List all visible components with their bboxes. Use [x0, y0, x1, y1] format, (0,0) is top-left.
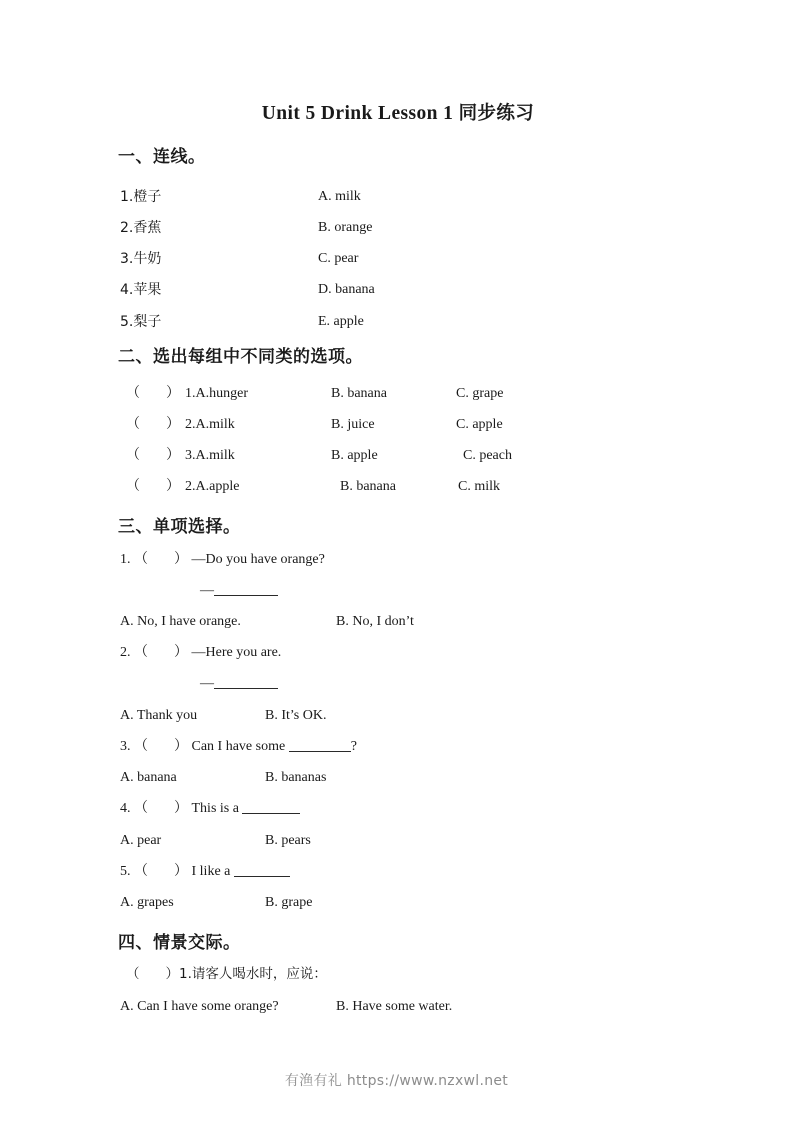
- section-heading-situational: 四、情景交际。: [118, 933, 241, 953]
- odd-one-out-option-c-2[interactable]: C. apple: [456, 417, 503, 432]
- situational-question-1-prompt: 1.请客人喝水时，应说：: [179, 966, 327, 982]
- mc-question-1-option-a[interactable]: A. No, I have orange.: [120, 614, 241, 629]
- paren-open: （: [126, 966, 140, 982]
- answer-dash: —: [200, 676, 214, 691]
- mc-question-4-number: 4.: [120, 801, 131, 816]
- paren-open: （: [134, 645, 148, 660]
- odd-one-out-option-b-2[interactable]: B. juice: [331, 417, 375, 432]
- matching-right-item-1: A. milk: [318, 189, 361, 204]
- answer-blank[interactable]: [289, 751, 351, 752]
- matching-right-item-5: E. apple: [318, 314, 364, 329]
- mc-question-1-answer-line[interactable]: [200, 584, 278, 598]
- odd-one-out-option-b-4[interactable]: B. banana: [340, 479, 396, 494]
- odd-one-out-option-c-3[interactable]: C. peach: [463, 448, 512, 463]
- answer-dash: —: [200, 583, 214, 598]
- odd-one-out-option-a-2[interactable]: 2.A.milk: [185, 417, 235, 432]
- mc-question-5-prompt-before: I like a: [191, 864, 234, 879]
- answer-blank[interactable]: [214, 595, 278, 596]
- answer-blank[interactable]: [214, 688, 278, 689]
- paren-open: （: [126, 448, 140, 463]
- matching-right-item-3: C. pear: [318, 251, 359, 266]
- situational-question-1-option-b[interactable]: B. Have some water.: [336, 999, 453, 1014]
- section-heading-matching: 一、连线。: [118, 147, 206, 167]
- mc-question-2-number: 2.: [120, 645, 131, 660]
- mc-question-2-stem[interactable]: [120, 646, 281, 660]
- situational-question-1-option-a[interactable]: A. Can I have some orange?: [120, 999, 279, 1014]
- odd-one-out-checkbox-3[interactable]: [126, 449, 180, 463]
- matching-left-item-4: 4.苹果: [120, 282, 162, 298]
- mc-question-1-prompt: —Do you have orange?: [191, 552, 325, 567]
- odd-one-out-checkbox-1[interactable]: [126, 387, 180, 401]
- paren-close: ）: [166, 417, 180, 432]
- paren-close: ）: [174, 645, 188, 660]
- mc-question-4-stem[interactable]: [120, 802, 300, 816]
- section-heading-odd-one-out: 二、选出每组中不同类的选项。: [118, 347, 363, 367]
- odd-one-out-option-c-4[interactable]: C. milk: [458, 479, 501, 494]
- matching-left-item-3: 3.牛奶: [120, 251, 162, 267]
- matching-right-item-2: B. orange: [318, 220, 373, 235]
- odd-one-out-checkbox-4[interactable]: [126, 480, 180, 494]
- odd-one-out-option-a-4[interactable]: 2.A.apple: [185, 479, 240, 494]
- paren-close: ）: [174, 864, 188, 879]
- mc-question-3-number: 3.: [120, 739, 131, 754]
- matching-left-item-5: 5.梨子: [120, 314, 162, 330]
- footer-watermark: 有渔有礼 https://www.nzxwl.net: [284, 1073, 509, 1089]
- mc-question-1-option-b[interactable]: B. No, I don’t: [336, 614, 414, 629]
- matching-left-item-2: 2.香蕉: [120, 220, 162, 236]
- mc-question-5-stem[interactable]: [120, 865, 290, 879]
- mc-question-4-prompt-before: This is a: [191, 801, 243, 816]
- paren-close: ）: [174, 552, 188, 567]
- paren-open: （: [134, 739, 148, 754]
- mc-question-4-option-a[interactable]: A. pear: [120, 833, 162, 848]
- situational-question-1-stem[interactable]: [126, 968, 327, 982]
- odd-one-out-option-a-1[interactable]: 1.A.hunger: [185, 386, 248, 401]
- odd-one-out-option-b-3[interactable]: B. apple: [331, 448, 378, 463]
- answer-blank[interactable]: [234, 876, 290, 877]
- paren-open: （: [134, 864, 148, 879]
- mc-question-5-option-a[interactable]: A. grapes: [120, 895, 174, 910]
- paren-close: ）: [166, 448, 180, 463]
- mc-question-1-stem[interactable]: [120, 553, 325, 567]
- paren-close: ）: [166, 386, 180, 401]
- mc-question-5-number: 5.: [120, 864, 131, 879]
- odd-one-out-option-a-3[interactable]: 3.A.milk: [185, 448, 235, 463]
- paren-open: （: [134, 552, 148, 567]
- mc-question-5-option-b[interactable]: B. grape: [265, 895, 313, 910]
- page-title-chinese: 同步练习: [458, 103, 535, 124]
- odd-one-out-option-b-1[interactable]: B. banana: [331, 386, 387, 401]
- mc-question-3-stem[interactable]: [120, 740, 357, 754]
- odd-one-out-checkbox-2[interactable]: [126, 418, 180, 432]
- answer-blank[interactable]: [242, 813, 300, 814]
- section-heading-multiple-choice: 三、单项选择。: [118, 517, 241, 537]
- page-title-english: Unit 5 Drink Lesson 1: [261, 103, 459, 124]
- paren-close: ）: [174, 801, 188, 816]
- mc-question-2-option-a[interactable]: A. Thank you: [120, 708, 198, 723]
- page-title: [118, 99, 678, 125]
- mc-question-3-option-a[interactable]: A. banana: [120, 770, 177, 785]
- paren-open: （: [126, 479, 140, 494]
- paren-close: ）: [165, 966, 179, 982]
- matching-left-item-1: 1.橙子: [120, 189, 162, 205]
- mc-question-4-option-b[interactable]: B. pears: [265, 833, 311, 848]
- mc-question-3-option-b[interactable]: B. bananas: [265, 770, 327, 785]
- paren-open: （: [126, 417, 140, 432]
- odd-one-out-option-c-1[interactable]: C. grape: [456, 386, 504, 401]
- mc-question-2-answer-line[interactable]: [200, 677, 278, 691]
- mc-question-2-prompt: —Here you are.: [191, 645, 282, 660]
- paren-open: （: [134, 801, 148, 816]
- matching-right-item-4: D. banana: [318, 282, 375, 297]
- mc-question-2-option-b[interactable]: B. It’s OK.: [265, 708, 327, 723]
- mc-question-1-number: 1.: [120, 552, 131, 567]
- paren-open: （: [126, 386, 140, 401]
- paren-close: ）: [174, 739, 188, 754]
- paren-close: ）: [166, 479, 180, 494]
- mc-question-3-prompt-before: Can I have some: [191, 739, 289, 754]
- mc-question-3-prompt-after: ?: [350, 739, 357, 754]
